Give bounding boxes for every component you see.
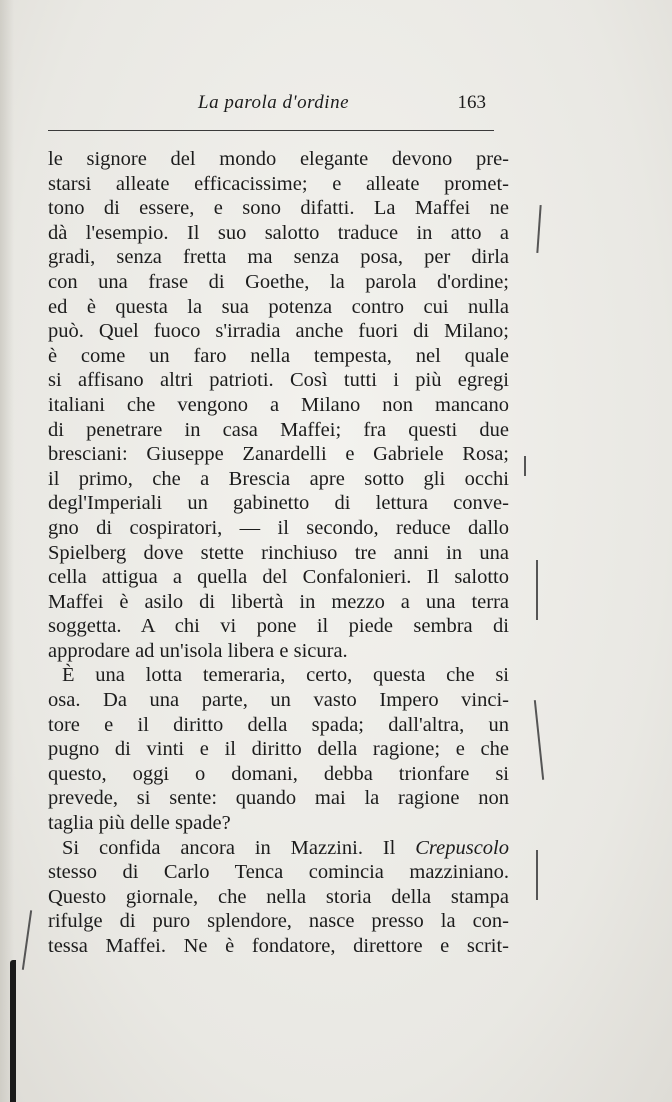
text-line: dà l'esempio. Il suo salotto traduce in atto a [48,221,509,244]
text-line: si affisano altri patrioti. Così tutti i più egregi [48,369,509,392]
margin-pencil-mark [534,700,544,780]
text-line: tono di essere, e sono difatti. La Maffei ne [48,197,509,220]
running-header [48,88,494,118]
text-line: stesso di Carlo Tenca comincia mazziniano. [48,861,509,884]
text-line: osa. Da una parte, un vasto Impero vinci- [48,689,509,712]
text-line: prevede, si sente: quando mai la ragione non [48,787,509,810]
text-line: approdare ad un'isola libera e sicura. [48,639,348,662]
text-line: rifulge di puro splendore, nasce presso la con- [48,910,509,933]
header-rule [48,130,494,131]
journal-title: Crepuscolo [415,836,509,859]
text-line: tore e il diritto della spada; dall'altra, un [48,713,509,736]
text-line: soggetta. A chi vi pone il piede sembra di [48,615,509,638]
text-line: pugno di vinti e il diritto della ragione; e che [48,738,509,761]
text-line: Maffei è asilo di libertà in mezzo a una terra [48,590,509,613]
text-line: con una frase di Goethe, la parola d'ordine; [48,270,509,293]
text-line: taglia più delle spade? [48,812,231,835]
text-line: starsi alleate efficacissime; e alleate promet- [48,172,509,195]
running-title: La parola d'ordine [198,92,349,113]
text-line: può. Quel fuoco s'irradia anche fuori di Milano; [48,320,509,343]
text-line: questo, oggi o domani, debba trionfare si [48,762,509,785]
text-line: gradi, senza fretta ma senza posa, per dirla [48,246,509,269]
text-line: è come un faro nella tempesta, nel quale [48,344,509,367]
text-line: italiani che vengono a Milano non mancano [48,393,509,416]
text-line: di penetrare in casa Maffei; fra questi due [48,418,509,441]
text-line: degl'Imperiali un gabinetto di lettura conve- [48,492,509,515]
text-line: le signore del mondo elegante devono pre- [48,148,509,170]
text-line: il primo, che a Brescia apre sotto gli occhi [48,467,509,490]
body-text [48,147,509,959]
text-line: tessa Maffei. Ne è fondatore, direttore e scrit- [48,935,509,957]
margin-pencil-mark [22,910,32,970]
text-line: Spielberg dove stette rinchiuso tre anni in una [48,541,509,564]
margin-pencil-mark [536,560,538,620]
text-line: gno di cospiratori, — il secondo, reduce dallo [48,516,509,539]
text-line: Si confida ancora in Mazzini. Il Crepuscolo [62,836,509,859]
binding-mark [10,960,16,1102]
margin-pencil-mark [536,850,538,900]
page-edge-shadow [0,0,14,1102]
text-line: bresciani: Giuseppe Zanardelli e Gabriele Rosa; [48,443,509,466]
page-number: 163 [457,92,486,113]
text-line: È una lotta temeraria, certo, questa che si [62,664,509,687]
text-line: Questo giornale, che nella storia della stampa [48,885,509,908]
margin-pencil-mark [536,205,541,253]
text-line: ed è questa la sua potenza contro cui nulla [48,295,509,318]
text-line: cella attigua a quella del Confalonieri. Il salotto [48,566,509,589]
margin-pencil-mark [524,456,526,476]
